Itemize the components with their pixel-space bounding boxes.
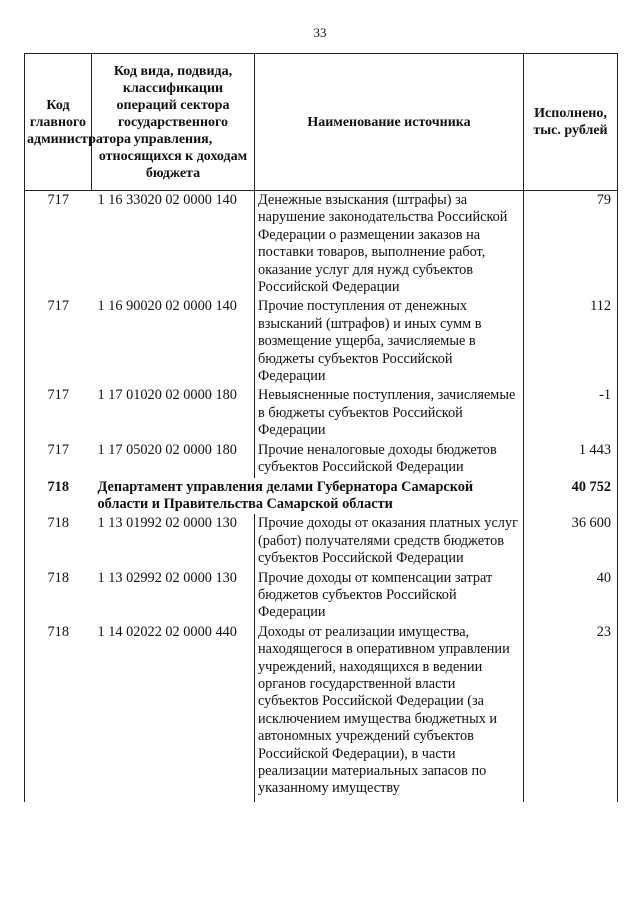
source-name-cell: Невыясненные поступления, зачисляемые в бюджеты субъектов Российской Федерации: [255, 386, 524, 440]
department-row: [25, 478, 618, 515]
amount-cell: 23: [524, 623, 618, 802]
source-name-cell: Прочие доходы от компенсации затрат бюджетов субъектов Российской Федерации: [255, 569, 524, 623]
header-classification-code: Код вида, подвида, классификации операций сектора государственного управления, относящихся к доходам бюджета: [92, 54, 255, 191]
source-name-cell: Доходы от реализации имущества, находящегося в оперативном управлении учреждений, находящихся в ведении органов государственной власти субъектов Российской Федерации (за исключением имущества бюджетных и автономных учреждений субъектов Российской Федерации), в части реализации материальных запасов по указанному имуществу: [255, 623, 524, 802]
admin-code-cell: 717: [25, 191, 92, 298]
source-name-cell: Прочие поступления от денежных взысканий (штрафов) и иных сумм в возмещение ущерба, зачисляемые в бюджеты субъектов Российской Федерации: [255, 297, 524, 386]
classification-code-cell: 1 16 33020 02 0000 140: [97, 192, 237, 208]
source-name-cell: Прочие неналоговые доходы бюджетов субъектов Российской Федерации: [255, 441, 524, 478]
amount-cell: 79: [524, 191, 618, 298]
amount-cell: 36 600: [524, 514, 618, 568]
header-admin-code: Код главного администратора: [25, 54, 92, 191]
department-name: Департамент управления делами Губернатора Самарской области и Правительства Самарской области: [92, 478, 524, 515]
page-number: 33: [313, 25, 327, 40]
classification-code-cell: 1 17 05020 02 0000 180: [97, 441, 237, 458]
classification-code-cell: 1 14 02022 02 0000 440: [97, 623, 237, 640]
header-amount: Исполнено, тыс. рублей: [524, 54, 618, 191]
source-name-cell: Денежные взыскания (штрафы) за нарушение законодательства Российской Федерации о размещении заказов на поставки товаров, выполнение работ, оказание услуг для нужд субъектов Российской Федерации: [255, 191, 524, 298]
admin-code-cell: 717: [25, 386, 92, 440]
amount-cell: 112: [524, 297, 618, 386]
revenue-table: [24, 53, 618, 802]
table-row: [25, 297, 618, 386]
header-source-name: Наименование источника: [255, 54, 524, 191]
table-row: [25, 623, 618, 802]
amount-cell: -1: [524, 386, 618, 440]
department-admin-code: 718: [25, 478, 92, 515]
admin-code-cell: 717: [25, 441, 92, 478]
classification-code-cell: 1 13 01992 02 0000 130: [97, 515, 237, 532]
table-row: [25, 191, 618, 298]
table-row: [25, 386, 618, 440]
classification-code-cell: 1 13 02992 02 0000 130: [97, 569, 237, 586]
classification-code-cell: 1 16 90020 02 0000 140: [97, 298, 237, 315]
admin-code-cell: 718: [25, 623, 92, 802]
amount-cell: 1 443: [524, 441, 618, 478]
classification-code-cell: 1 17 01020 02 0000 180: [97, 387, 237, 404]
admin-code-cell: 718: [25, 569, 92, 623]
table-row: [25, 441, 618, 478]
admin-code-cell: 717: [25, 297, 92, 386]
table-header: [25, 54, 618, 191]
department-amount: 40 752: [524, 478, 618, 515]
amount-cell: 40: [524, 569, 618, 623]
table-row: [25, 569, 618, 623]
source-name-cell: Прочие доходы от оказания платных услуг (работ) получателями средств бюджетов субъектов Российской Федерации: [255, 514, 524, 568]
table-row: [25, 514, 618, 568]
admin-code-cell: 718: [25, 514, 92, 568]
